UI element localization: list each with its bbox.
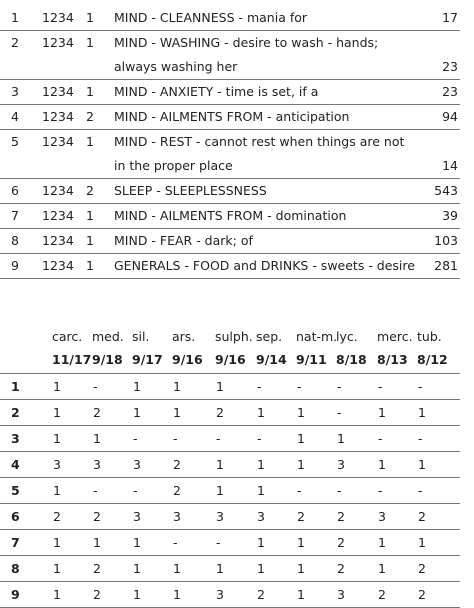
rubric-number: 2 (11, 35, 19, 50)
grid-cell: - (418, 379, 423, 394)
remedy-score: 11/17 (52, 352, 92, 367)
rubric-code: 1234 (42, 233, 74, 248)
remedy-score: 9/18 (92, 352, 123, 367)
remedy-score-row (0, 349, 460, 374)
rubric-grade: 2 (86, 109, 94, 124)
grid-cell: - (297, 483, 302, 498)
grid-row-number: 8 (11, 561, 20, 576)
grid-cell: - (257, 379, 262, 394)
grid-cell: 1 (53, 561, 61, 576)
grid-row (0, 530, 460, 556)
rubric-code: 1234 (42, 109, 74, 124)
grid-cell: 2 (418, 509, 426, 524)
grid-cell: 2 (93, 405, 101, 420)
grid-cell: 3 (337, 587, 345, 602)
grid-cell: 2 (378, 587, 386, 602)
rubric-code: 1234 (42, 84, 74, 99)
rubric-number: 3 (11, 84, 19, 99)
grid-cell: 1 (173, 405, 181, 420)
rubric-number: 1 (11, 10, 19, 25)
grid-cell: 1 (216, 483, 224, 498)
grid-row-number: 7 (11, 535, 20, 550)
grid-cell: 1 (133, 561, 141, 576)
rubric-count: 281 (434, 258, 458, 273)
grid-cell: 1 (216, 457, 224, 472)
grid-cell: 1 (53, 483, 61, 498)
rubric-number: 4 (11, 109, 19, 124)
grid-cell: - (337, 379, 342, 394)
rubric-row (0, 229, 460, 254)
rubric-line (0, 254, 460, 278)
rubric-line (0, 229, 460, 253)
grid-cell: 3 (257, 509, 265, 524)
rubric-text: always washing her (114, 59, 238, 74)
grid-cell: 2 (418, 587, 426, 602)
rubric-row (0, 179, 460, 204)
remedy-name: med. (92, 329, 124, 344)
grid-cell: 2 (53, 509, 61, 524)
grid-cell: 1 (133, 587, 141, 602)
rubric-line (0, 6, 460, 30)
grid-cell: 1 (297, 431, 305, 446)
rubric-code: 1234 (42, 134, 74, 149)
grid-cell: 3 (133, 457, 141, 472)
rubric-row (0, 6, 460, 31)
rubric-grade: 1 (86, 134, 94, 149)
grid-row (0, 452, 460, 478)
grid-cell: 1 (133, 379, 141, 394)
grid-cell: 2 (173, 483, 181, 498)
remedy-score: 8/13 (377, 352, 408, 367)
remedy-name: nat-m. (296, 329, 338, 344)
grid-cell: 1 (173, 561, 181, 576)
rubric-code: 1234 (42, 10, 74, 25)
grid-cell: - (257, 431, 262, 446)
rubric-text: MIND - AILMENTS FROM - domination (114, 208, 347, 223)
grid-cell: 1 (257, 483, 265, 498)
rubric-count: 103 (434, 233, 458, 248)
grid-cell: 1 (297, 535, 305, 550)
rubric-text: MIND - ANXIETY - time is set, if a (114, 84, 319, 99)
rubric-text: MIND - WASHING - desire to wash - hands; (114, 35, 379, 50)
rubric-text: MIND - REST - cannot rest when things are not (114, 134, 405, 149)
grid-cell: - (133, 431, 138, 446)
grid-cell: 1 (53, 405, 61, 420)
grid-row (0, 478, 460, 504)
rubric-grade: 1 (86, 233, 94, 248)
grid-row-number: 2 (11, 405, 20, 420)
grid-cell: 1 (216, 561, 224, 576)
grid-cell: 1 (53, 535, 61, 550)
grid-cell: - (337, 483, 342, 498)
rubric-grade: 1 (86, 208, 94, 223)
rubric-text: MIND - AILMENTS FROM - anticipation (114, 109, 350, 124)
remedy-score: 9/11 (296, 352, 327, 367)
grid-cell: 3 (133, 509, 141, 524)
rubric-count: 543 (434, 183, 458, 198)
rubric-table (0, 6, 460, 279)
grid-cell: 1 (297, 457, 305, 472)
grid-cell: - (173, 431, 178, 446)
grid-cell: 1 (173, 587, 181, 602)
remedy-name: ars. (172, 329, 196, 344)
rubric-row (0, 254, 460, 279)
remedy-score: 9/17 (132, 352, 163, 367)
rubric-count: 23 (442, 84, 458, 99)
grid-cell: 1 (93, 431, 101, 446)
grid-cell: 1 (378, 535, 386, 550)
rubric-count: 14 (442, 158, 458, 173)
grid-cell: - (378, 379, 383, 394)
rubric-count: 94 (442, 109, 458, 124)
remedy-score: 9/14 (256, 352, 287, 367)
grid-cell: 2 (93, 509, 101, 524)
grid-cell: 3 (378, 509, 386, 524)
remedy-name: sil. (132, 329, 150, 344)
remedy-score: 9/16 (215, 352, 246, 367)
grid-cell: 2 (93, 587, 101, 602)
remedy-name: sep. (256, 329, 283, 344)
remedy-header-row (0, 325, 460, 349)
remedy-name: sulph. (215, 329, 253, 344)
grid-cell: 1 (337, 431, 345, 446)
grid-row (0, 400, 460, 426)
rubric-count: 17 (442, 10, 458, 25)
rubric-line (0, 31, 460, 55)
rubric-text: MIND - CLEANNESS - mania for (114, 10, 308, 25)
rubric-number: 5 (11, 134, 19, 149)
grid-cell: 1 (53, 431, 61, 446)
grid-cell: 1 (257, 561, 265, 576)
grid-row-number: 9 (11, 587, 20, 602)
grid-cell: 2 (337, 509, 345, 524)
rubric-count: 39 (442, 208, 458, 223)
grid-cell: - (216, 535, 221, 550)
grid-cell: 1 (378, 561, 386, 576)
grid-cell: 1 (257, 405, 265, 420)
rubric-row (0, 31, 460, 80)
rubric-grade: 1 (86, 10, 94, 25)
grid-cell: - (297, 379, 302, 394)
grid-cell: 1 (418, 457, 426, 472)
grid-row-number: 4 (11, 457, 20, 472)
grid-cell: 1 (418, 535, 426, 550)
grid-cell: 2 (418, 561, 426, 576)
grid-row (0, 504, 460, 530)
rubric-text: GENERALS - FOOD and DRINKS - sweets - desire (114, 258, 415, 273)
rubric-row (0, 80, 460, 105)
grid-row (0, 426, 460, 452)
grid-cell: 2 (257, 587, 265, 602)
rubric-line (0, 154, 460, 178)
grid-cell: 1 (133, 535, 141, 550)
grid-row (0, 582, 460, 608)
rubric-number: 9 (11, 258, 19, 273)
grid-cell: - (93, 379, 98, 394)
grid-cell: 1 (173, 379, 181, 394)
grid-cell: - (133, 483, 138, 498)
grid-cell: 3 (173, 509, 181, 524)
rubric-line (0, 179, 460, 203)
remedy-grid (0, 325, 460, 608)
rubric-grade: 1 (86, 84, 94, 99)
grid-cell: 1 (378, 457, 386, 472)
grid-row-number: 5 (11, 483, 20, 498)
grid-cell: 1 (53, 379, 61, 394)
grid-cell: 1 (133, 405, 141, 420)
grid-cell: 3 (216, 587, 224, 602)
rubric-row (0, 204, 460, 229)
grid-cell: - (418, 483, 423, 498)
rubric-row (0, 105, 460, 130)
grid-cell: 2 (216, 405, 224, 420)
grid-cell: 3 (216, 509, 224, 524)
rubric-number: 6 (11, 183, 19, 198)
grid-cell: 1 (297, 405, 305, 420)
remedy-score: 9/16 (172, 352, 203, 367)
grid-cell: 2 (173, 457, 181, 472)
remedy-name: lyc. (336, 329, 358, 344)
grid-cell: 1 (53, 587, 61, 602)
grid-cell: - (378, 483, 383, 498)
rubric-text: in the proper place (114, 158, 233, 173)
grid-cell: - (173, 535, 178, 550)
grid-cell: 1 (297, 561, 305, 576)
rubric-grade: 1 (86, 258, 94, 273)
rubric-number: 7 (11, 208, 19, 223)
remedy-name: merc. (377, 329, 413, 344)
grid-cell: - (337, 405, 342, 420)
rubric-number: 8 (11, 233, 19, 248)
grid-cell: 3 (337, 457, 345, 472)
rubric-line (0, 130, 460, 154)
grid-cell: 1 (216, 379, 224, 394)
grid-cell: - (93, 483, 98, 498)
grid-row-number: 1 (11, 379, 20, 394)
grid-row-number: 6 (11, 509, 20, 524)
rubric-line (0, 80, 460, 104)
rubric-count: 23 (442, 59, 458, 74)
rubric-code: 1234 (42, 35, 74, 50)
grid-cell: 2 (337, 535, 345, 550)
remedy-score: 8/12 (417, 352, 448, 367)
rubric-line (0, 105, 460, 129)
grid-cell: 2 (337, 561, 345, 576)
grid-cell: 2 (297, 509, 305, 524)
grid-cell: 1 (418, 405, 426, 420)
grid-cell: 2 (93, 561, 101, 576)
rubric-grade: 1 (86, 35, 94, 50)
rubric-row (0, 130, 460, 179)
rubric-grade: 2 (86, 183, 94, 198)
rubric-text: SLEEP - SLEEPLESSNESS (114, 183, 267, 198)
grid-row (0, 556, 460, 582)
grid-cell: - (378, 431, 383, 446)
grid-row-number: 3 (11, 431, 20, 446)
grid-cell: 1 (257, 457, 265, 472)
grid-cell: - (418, 431, 423, 446)
remedy-name: tub. (417, 329, 442, 344)
grid-cell: 1 (93, 535, 101, 550)
rubric-code: 1234 (42, 208, 74, 223)
remedy-score: 8/18 (336, 352, 367, 367)
remedy-name: carc. (52, 329, 83, 344)
rubric-code: 1234 (42, 183, 74, 198)
grid-cell: 3 (93, 457, 101, 472)
grid-cell: - (216, 431, 221, 446)
rubric-line (0, 204, 460, 228)
grid-cell: 1 (297, 587, 305, 602)
rubric-code: 1234 (42, 258, 74, 273)
rubric-text: MIND - FEAR - dark; of (114, 233, 253, 248)
grid-row (0, 374, 460, 400)
grid-cell: 1 (257, 535, 265, 550)
grid-cell: 3 (53, 457, 61, 472)
grid-cell: 1 (378, 405, 386, 420)
rubric-line (0, 55, 460, 79)
